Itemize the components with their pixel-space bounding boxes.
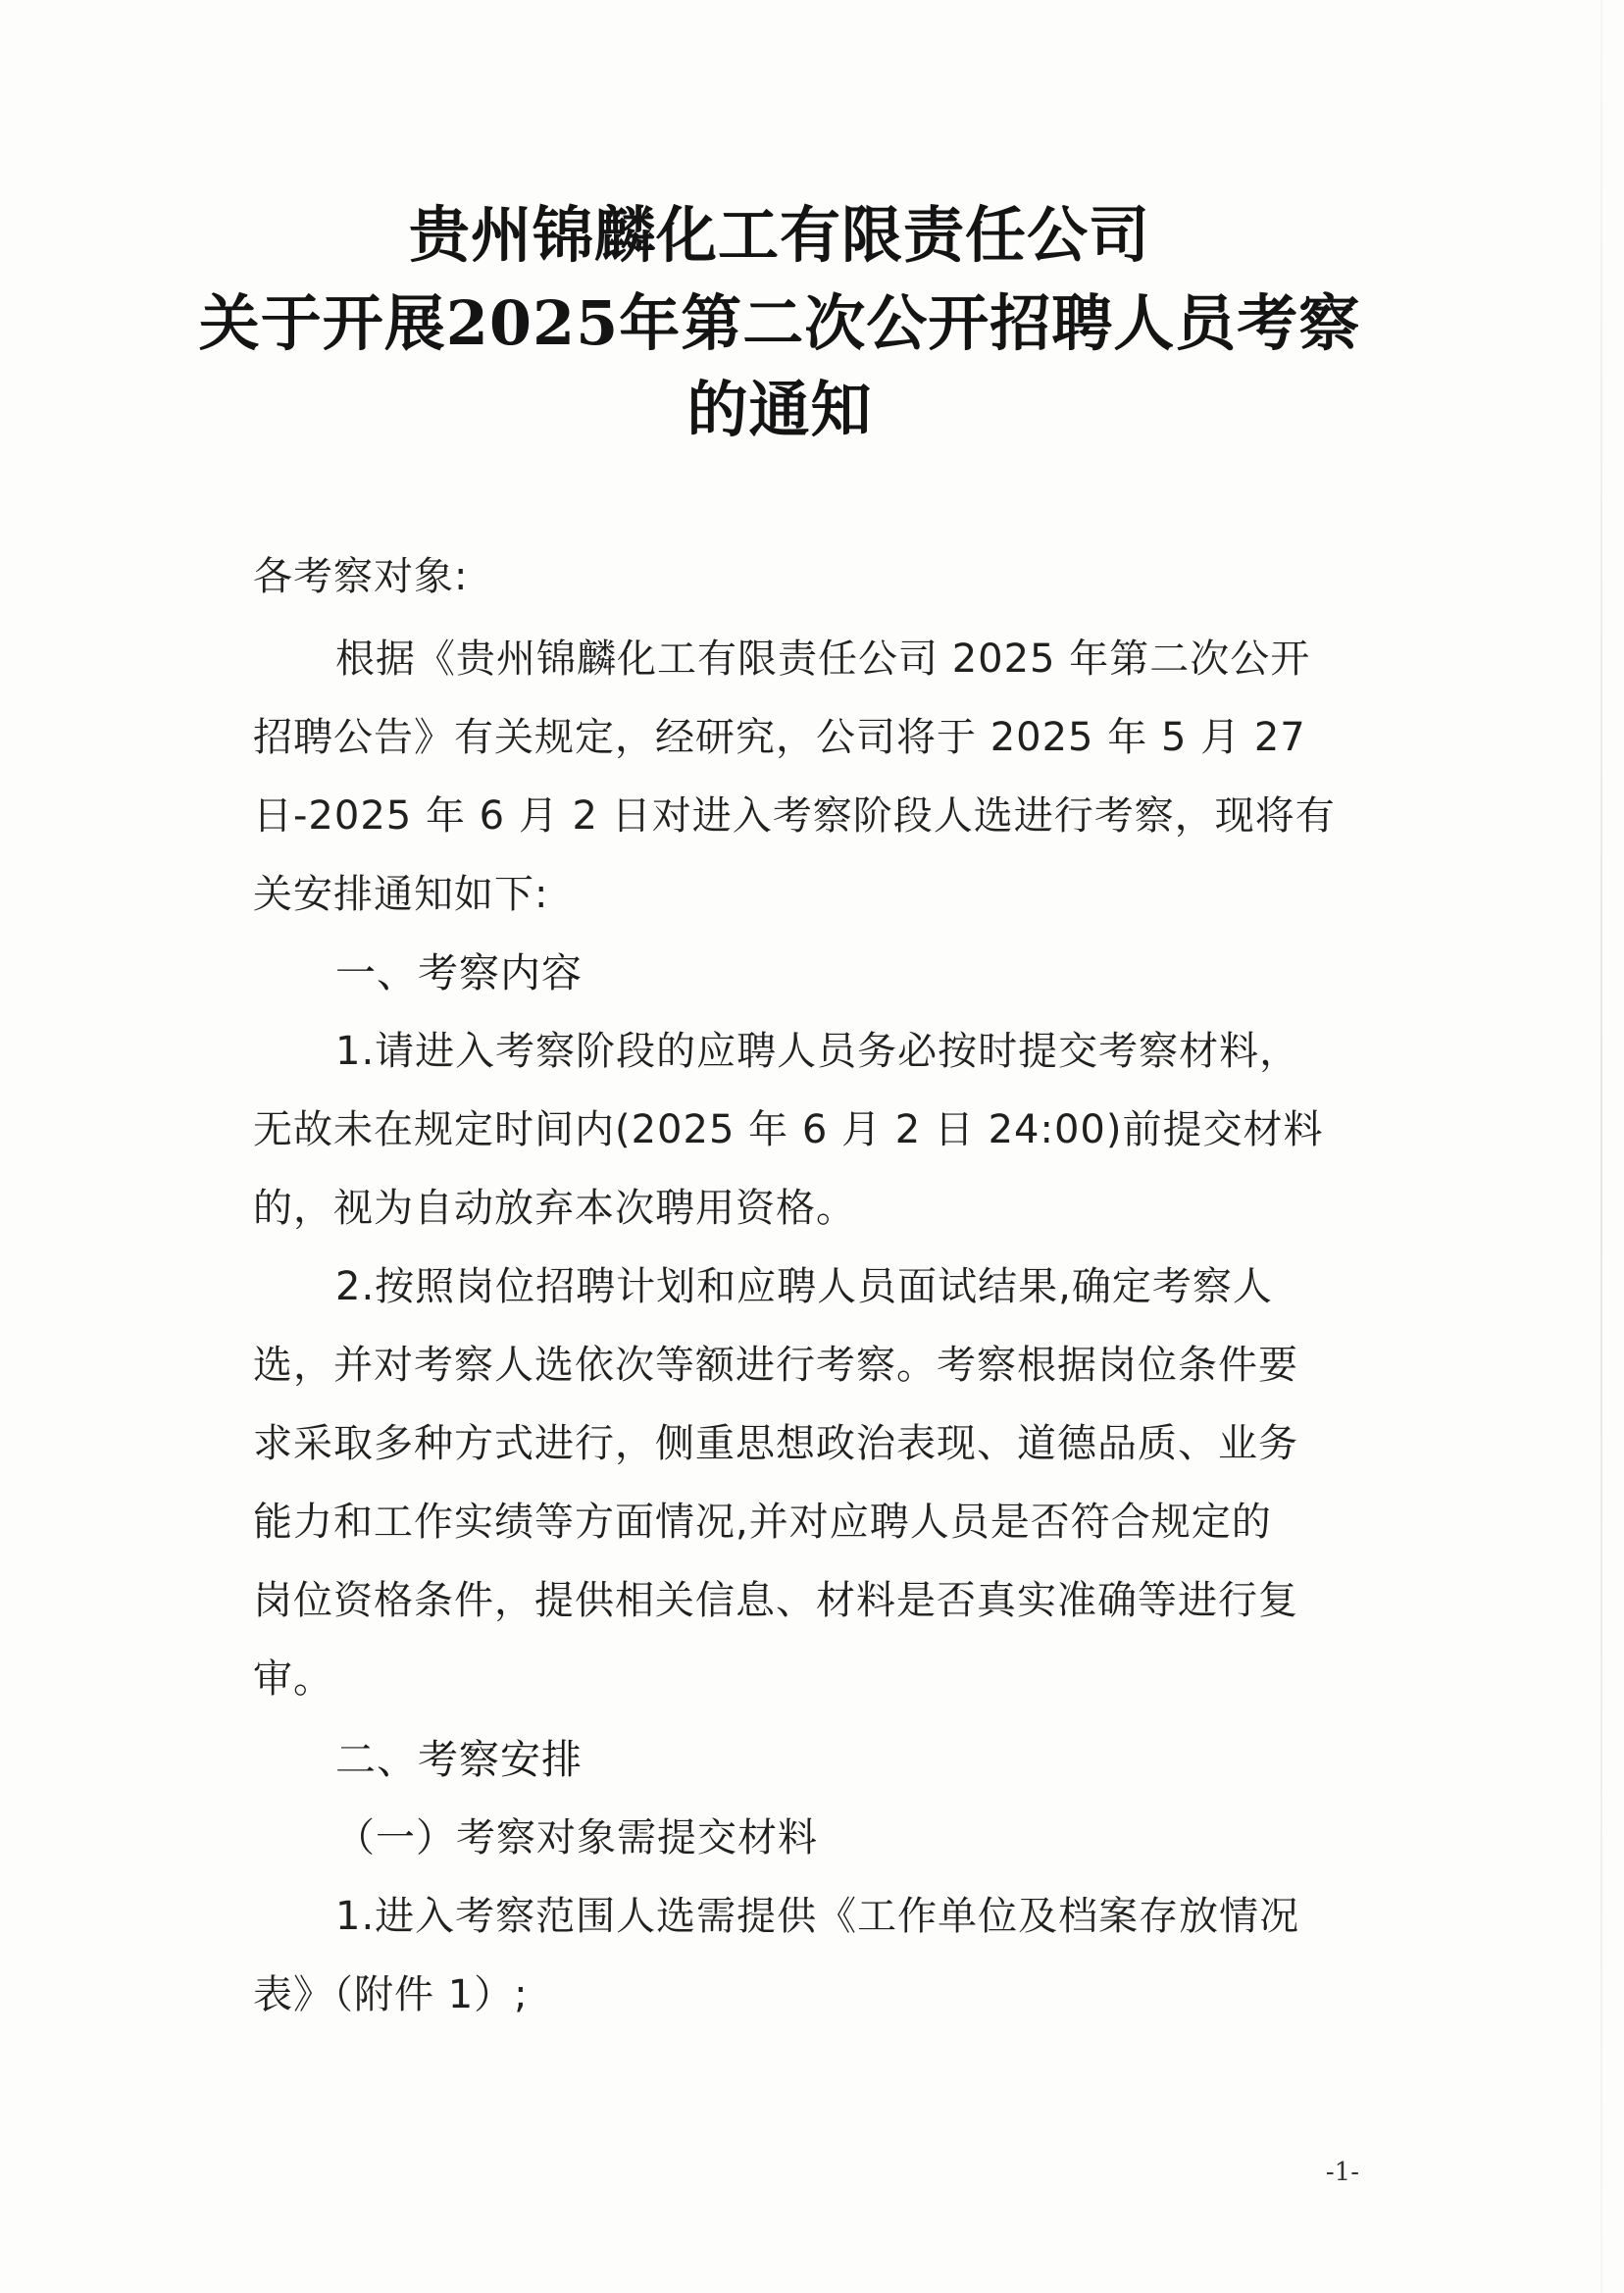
salutation: 各考察对象: (253, 554, 469, 599)
title-line-2: 关于开展2025年第二次公开招聘人员考察 (198, 287, 1361, 359)
page-number: -1- (1325, 2158, 1359, 2187)
body-line-9: 2.按照岗位招聘计划和应聘人员面试结果,确定考察人 (335, 1264, 1273, 1309)
body-line-8: 的，视为自动放弃本次聘用资格。 (253, 1186, 856, 1231)
title-line-1: 贵州锦麟化工有限责任公司 (408, 199, 1150, 271)
body-line-4: 关安排通知如下: (253, 872, 549, 917)
body-line-7: 无故未在规定时间内(2025 年 6 月 2 日 24:00)前提交材料 (253, 1107, 1324, 1152)
section-heading-1: 一、考察内容 (335, 949, 583, 996)
body-line-2: 招聘公告》有关规定，经研究，公司将于 2025 年 5 月 27 (253, 715, 1306, 760)
body-line-10: 选，并对考察人选依次等额进行考察。考察根据岗位条件要 (253, 1343, 1298, 1388)
body-line-6: 1.请进入考察阶段的应聘人员务必按时提交考察材料， (335, 1029, 1300, 1074)
body-line-14: 审。 (253, 1656, 333, 1702)
body-line-17: 1.进入考察范围人选需提供《工作单位及档案存放情况 (335, 1894, 1300, 1939)
subsection-heading-1: （一）考察对象需提交材料 (335, 1815, 818, 1860)
body-line-13: 岗位资格条件，提供相关信息、材料是否真实准确等进行复 (253, 1578, 1298, 1623)
body-line-12: 能力和工作实绩等方面情况,并对应聘人员是否符合规定的 (253, 1500, 1272, 1545)
section-heading-2: 二、考察安排 (335, 1736, 583, 1783)
title-line-3: 的通知 (686, 374, 873, 445)
body-line-3: 日-2025 年 6 月 2 日对进入考察阶段人选进行考察，现将有 (253, 793, 1336, 839)
body-line-11: 求采取多种方式进行，侧重思想政治表现、道德品质、业务 (253, 1421, 1298, 1466)
body-line-18: 表》（附件 1）; (253, 1972, 529, 2017)
body-line-1: 根据《贵州锦麟化工有限责任公司 2025 年第二次公开 (335, 637, 1311, 682)
